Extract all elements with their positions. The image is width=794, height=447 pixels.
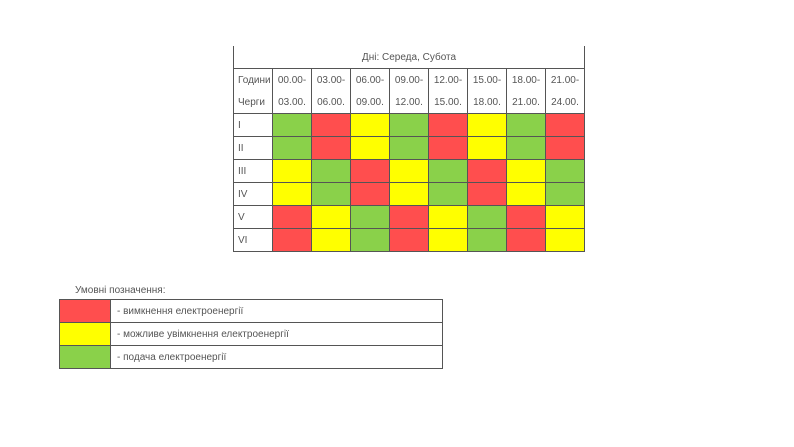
slot-start-6: 18.00- [507, 69, 546, 92]
legend-item [60, 300, 443, 323]
slot-end-7: 24.00. [546, 91, 585, 114]
slot-end-0: 03.00. [273, 91, 312, 114]
slot-end-6: 21.00. [507, 91, 546, 114]
schedule-cell-yellow [507, 160, 546, 183]
slot-start-5: 15.00- [468, 69, 507, 92]
slot-start-2: 06.00- [351, 69, 390, 92]
slot-start-4: 12.00- [429, 69, 468, 92]
schedule-cell-red [429, 137, 468, 160]
slot-end-1: 06.00. [312, 91, 351, 114]
schedule-cell-yellow [312, 206, 351, 229]
schedule-cell-green [507, 114, 546, 137]
schedule-cell-red [351, 183, 390, 206]
queue-label: I [234, 114, 273, 137]
schedule-cell-yellow [429, 229, 468, 252]
schedule-cell-red [546, 137, 585, 160]
schedule-cell-green [546, 160, 585, 183]
queues-label: Черги [234, 91, 273, 114]
schedule-cell-red [273, 206, 312, 229]
schedule-cell-yellow [429, 206, 468, 229]
schedule-cell-red [507, 206, 546, 229]
schedule-cell-green [546, 183, 585, 206]
slot-end-2: 09.00. [351, 91, 390, 114]
schedule-cell-red [468, 160, 507, 183]
legend-label: - вимкнення електроенергії [111, 300, 443, 323]
legend-item [60, 346, 443, 369]
queue-row [234, 183, 585, 206]
schedule-cell-green [390, 114, 429, 137]
schedule-cell-red [312, 137, 351, 160]
queue-label: III [234, 160, 273, 183]
schedule-cell-red [312, 114, 351, 137]
schedule-cell-green [468, 229, 507, 252]
slot-end-3: 12.00. [390, 91, 429, 114]
queue-row [234, 229, 585, 252]
queue-label: II [234, 137, 273, 160]
schedule-cell-green [312, 183, 351, 206]
queue-row [234, 206, 585, 229]
queue-row [234, 114, 585, 137]
queue-label: V [234, 206, 273, 229]
schedule-cell-green [351, 206, 390, 229]
queue-row [234, 137, 585, 160]
slot-start-0: 00.00- [273, 69, 312, 92]
slot-start-1: 03.00- [312, 69, 351, 92]
legend-title: Умовні позначення: [75, 285, 166, 296]
schedule-cell-green [351, 229, 390, 252]
slot-start-3: 09.00- [390, 69, 429, 92]
schedule-cell-green [312, 160, 351, 183]
schedule-cell-green [429, 183, 468, 206]
schedule-cell-red [351, 160, 390, 183]
schedule-cell-red [390, 206, 429, 229]
schedule-cell-yellow [468, 114, 507, 137]
schedule-cell-red [429, 114, 468, 137]
hours-label: Години [234, 69, 273, 92]
schedule-table [233, 46, 585, 252]
queue-label: VI [234, 229, 273, 252]
queue-label: IV [234, 183, 273, 206]
schedule-cell-yellow [351, 114, 390, 137]
schedule-cell-green [468, 206, 507, 229]
schedule-cell-red [507, 229, 546, 252]
schedule-cell-red [390, 229, 429, 252]
schedule-cell-green [273, 137, 312, 160]
schedule-cell-yellow [390, 160, 429, 183]
schedule-cell-red [273, 229, 312, 252]
slot-start-7: 21.00- [546, 69, 585, 92]
schedule-cell-yellow [273, 183, 312, 206]
schedule-cell-red [546, 114, 585, 137]
schedule-cell-green [429, 160, 468, 183]
schedule-cell-yellow [546, 206, 585, 229]
schedule-cell-yellow [312, 229, 351, 252]
schedule-cell-yellow [273, 160, 312, 183]
legend-swatch-red [60, 300, 111, 323]
schedule-cell-green [390, 137, 429, 160]
slot-end-4: 15.00. [429, 91, 468, 114]
schedule-cell-yellow [351, 137, 390, 160]
schedule-cell-yellow [468, 137, 507, 160]
legend-swatch-yellow [60, 323, 111, 346]
schedule-cell-yellow [546, 229, 585, 252]
legend-label: - можливе увімкнення електроенергії [111, 323, 443, 346]
schedule-cell-green [273, 114, 312, 137]
legend-table [59, 299, 443, 369]
schedule-title: Дні: Середа, Субота [234, 46, 585, 69]
schedule-cell-green [507, 137, 546, 160]
slot-end-5: 18.00. [468, 91, 507, 114]
schedule-cell-yellow [390, 183, 429, 206]
schedule-cell-red [468, 183, 507, 206]
queue-row [234, 160, 585, 183]
schedule-cell-yellow [507, 183, 546, 206]
legend-label: - подача електроенергії [111, 346, 443, 369]
legend-item [60, 323, 443, 346]
legend-swatch-green [60, 346, 111, 369]
